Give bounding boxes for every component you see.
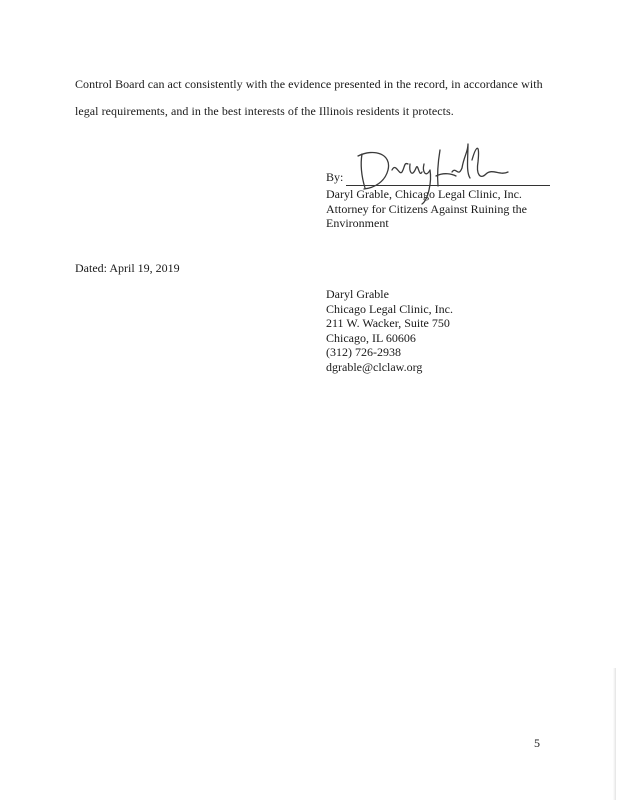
body-text-line-1: Control Board can act consistently with the evidence presented in the record, in accordance with bbox=[75, 77, 543, 91]
signature-block bbox=[326, 150, 556, 231]
signer-role-line-1: Attorney for Citizens Against Ruining the bbox=[326, 201, 527, 216]
contact-phone: (312) 726-2938 bbox=[326, 345, 401, 359]
signer-role-line-2: Environment bbox=[326, 216, 389, 230]
date-line: Dated: April 19, 2019 bbox=[75, 261, 180, 275]
contact-block bbox=[326, 287, 453, 374]
signer-name-line: Daryl Grable, Chicago Legal Clinic, Inc. bbox=[326, 187, 522, 201]
contact-address-2: Chicago, IL 60606 bbox=[326, 330, 416, 345]
page-number: 5 bbox=[534, 736, 540, 750]
contact-org: Chicago Legal Clinic, Inc. bbox=[326, 301, 453, 316]
contact-name: Daryl Grable bbox=[326, 287, 389, 301]
contact-address-1: 211 W. Wacker, Suite 750 bbox=[326, 316, 450, 330]
scan-edge-shadow bbox=[613, 668, 616, 800]
contact-email: dgrable@clclaw.org bbox=[326, 359, 423, 374]
signature-row bbox=[326, 150, 556, 186]
handwritten-signature bbox=[352, 132, 532, 196]
body-text-line-2: legal requirements, and in the best interests of the Illinois residents it protects. bbox=[75, 104, 454, 118]
by-label: By: bbox=[326, 170, 344, 184]
